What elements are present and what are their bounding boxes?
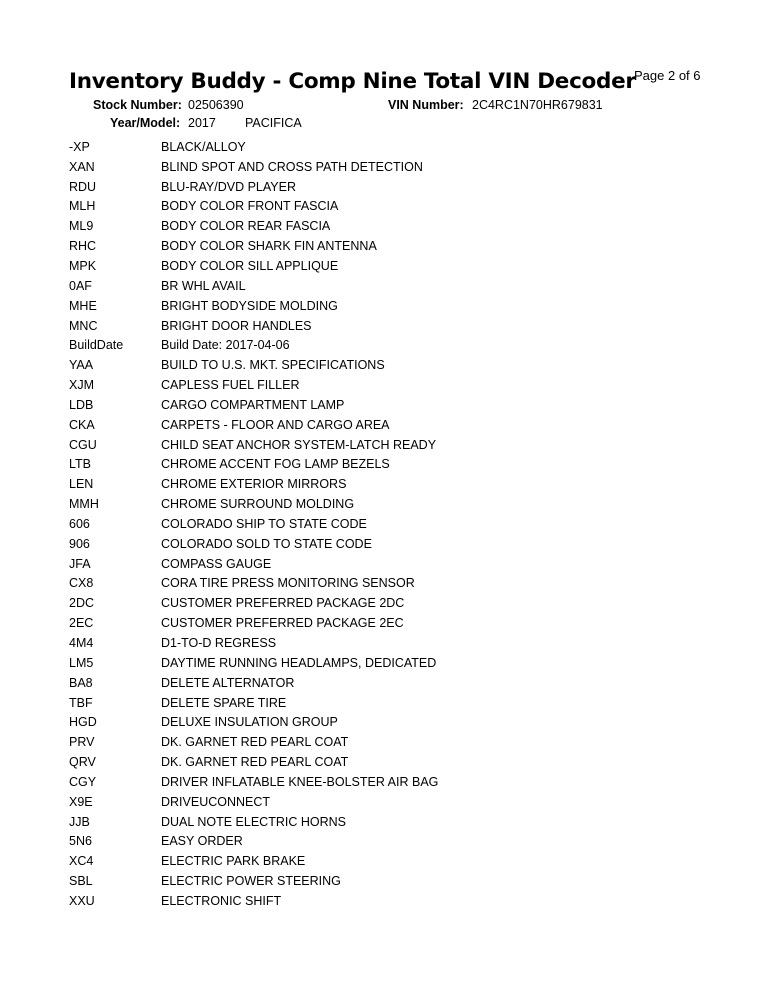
- option-code: X9E: [69, 794, 93, 809]
- option-row: [69, 355, 729, 375]
- option-code: CKA: [69, 417, 95, 432]
- option-description: DELETE SPARE TIRE: [161, 695, 287, 710]
- option-code: MPK: [69, 258, 97, 273]
- option-description: DELETE ALTERNATOR: [161, 675, 295, 690]
- option-code: XAN: [69, 159, 95, 174]
- option-description: CHROME ACCENT FOG LAMP BEZELS: [161, 457, 390, 472]
- option-row: [69, 494, 729, 514]
- option-row: [69, 335, 729, 355]
- option-code: MMH: [69, 497, 99, 512]
- option-description: COLORADO SHIP TO STATE CODE: [161, 516, 367, 531]
- model-value: PACIFICA: [245, 116, 302, 130]
- option-code-list: [69, 137, 729, 911]
- option-row: [69, 474, 729, 494]
- document-title: Inventory Buddy - Comp Nine Total VIN Decoder: [69, 69, 636, 94]
- option-description: BUILD TO U.S. MKT. SPECIFICATIONS: [161, 358, 385, 373]
- option-row: [69, 177, 729, 197]
- option-description: COMPASS GAUGE: [161, 556, 272, 571]
- option-description: CUSTOMER PREFERRED PACKAGE 2EC: [161, 616, 404, 631]
- year-value: 2017: [188, 116, 216, 130]
- option-description: BLACK/ALLOY: [161, 139, 246, 154]
- option-description: DRIVEUCONNECT: [161, 794, 271, 809]
- option-code: MLH: [69, 199, 96, 214]
- stock-number-value: 02506390: [188, 98, 244, 112]
- option-row: [69, 653, 729, 673]
- option-row: [69, 216, 729, 236]
- vin-number-label: VIN Number:: [388, 98, 464, 112]
- option-description: ELECTRONIC SHIFT: [161, 893, 282, 908]
- option-description: BLIND SPOT AND CROSS PATH DETECTION: [161, 159, 423, 174]
- option-description: DAYTIME RUNNING HEADLAMPS, DEDICATED: [161, 655, 437, 670]
- option-code: BA8: [69, 675, 93, 690]
- option-code: QRV: [69, 755, 96, 770]
- option-row: [69, 534, 729, 554]
- option-code: LM5: [69, 655, 94, 670]
- option-code: 2DC: [69, 596, 95, 611]
- option-row: [69, 871, 729, 891]
- option-row: [69, 296, 729, 316]
- option-row: [69, 732, 729, 752]
- option-code: 2EC: [69, 616, 94, 631]
- option-description: DK. GARNET RED PEARL COAT: [161, 755, 349, 770]
- option-row: [69, 395, 729, 415]
- option-code: -XP: [69, 139, 90, 154]
- option-description: DUAL NOTE ELECTRIC HORNS: [161, 814, 346, 829]
- option-code: PRV: [69, 735, 95, 750]
- option-code: CGY: [69, 774, 97, 789]
- option-row: [69, 554, 729, 574]
- option-description: DELUXE INSULATION GROUP: [161, 715, 338, 730]
- option-code: 5N6: [69, 834, 92, 849]
- stock-number-label: Stock Number:: [93, 98, 182, 112]
- option-code: BuildDate: [69, 338, 124, 353]
- option-code: XXU: [69, 893, 95, 908]
- option-row: [69, 812, 729, 832]
- option-row: [69, 514, 729, 534]
- option-row: [69, 256, 729, 276]
- option-description: BODY COLOR SHARK FIN ANTENNA: [161, 239, 377, 254]
- option-code: TBF: [69, 695, 93, 710]
- option-description: D1-TO-D REGRESS: [161, 636, 277, 651]
- option-description: BR WHL AVAIL: [161, 278, 246, 293]
- option-description: ELECTRIC PARK BRAKE: [161, 854, 306, 869]
- option-row: [69, 712, 729, 732]
- option-code: LEN: [69, 477, 94, 492]
- option-description: BODY COLOR SILL APPLIQUE: [161, 258, 339, 273]
- option-code: 4M4: [69, 636, 94, 651]
- option-description: DK. GARNET RED PEARL COAT: [161, 735, 349, 750]
- option-code: RHC: [69, 239, 97, 254]
- year-model-label: Year/Model:: [110, 116, 181, 130]
- option-description: CHROME SURROUND MOLDING: [161, 497, 355, 512]
- option-description: CARPETS - FLOOR AND CARGO AREA: [161, 417, 390, 432]
- option-row: [69, 435, 729, 455]
- option-code: CX8: [69, 576, 94, 591]
- option-code: ML9: [69, 219, 94, 234]
- option-code: MNC: [69, 318, 98, 333]
- option-row: [69, 792, 729, 812]
- option-code: JFA: [69, 556, 91, 571]
- option-row: [69, 157, 729, 177]
- option-row: [69, 236, 729, 256]
- option-description: CORA TIRE PRESS MONITORING SENSOR: [161, 576, 415, 591]
- option-row: [69, 633, 729, 653]
- option-description: BRIGHT DOOR HANDLES: [161, 318, 312, 333]
- option-row: [69, 613, 729, 633]
- option-description: CUSTOMER PREFERRED PACKAGE 2DC: [161, 596, 405, 611]
- option-code: XC4: [69, 854, 94, 869]
- option-code: HGD: [69, 715, 97, 730]
- option-description: DRIVER INFLATABLE KNEE-BOLSTER AIR BAG: [161, 774, 439, 789]
- option-code: LDB: [69, 397, 94, 412]
- option-row: [69, 772, 729, 792]
- option-description: CHILD SEAT ANCHOR SYSTEM-LATCH READY: [161, 437, 437, 452]
- option-description: BODY COLOR REAR FASCIA: [161, 219, 331, 234]
- option-code: LTB: [69, 457, 91, 472]
- option-row: [69, 415, 729, 435]
- option-row: [69, 851, 729, 871]
- option-row: [69, 593, 729, 613]
- option-code: RDU: [69, 179, 97, 194]
- vin-number-value: 2C4RC1N70HR679831: [472, 98, 603, 112]
- option-row: [69, 832, 729, 852]
- option-code: JJB: [69, 814, 90, 829]
- option-row: [69, 752, 729, 772]
- option-description: CARGO COMPARTMENT LAMP: [161, 397, 345, 412]
- option-code: CGU: [69, 437, 97, 452]
- option-description: COLORADO SOLD TO STATE CODE: [161, 536, 372, 551]
- option-code: MHE: [69, 298, 97, 313]
- option-code: YAA: [69, 358, 94, 373]
- option-row: [69, 891, 729, 911]
- option-row: [69, 137, 729, 157]
- option-row: [69, 316, 729, 336]
- option-row: [69, 693, 729, 713]
- option-description: CHROME EXTERIOR MIRRORS: [161, 477, 347, 492]
- option-row: [69, 276, 729, 296]
- option-description: ELECTRIC POWER STEERING: [161, 874, 341, 889]
- option-row: [69, 197, 729, 217]
- option-description: BLU-RAY/DVD PLAYER: [161, 179, 296, 194]
- option-description: BRIGHT BODYSIDE MOLDING: [161, 298, 338, 313]
- option-description: BODY COLOR FRONT FASCIA: [161, 199, 339, 214]
- option-code: 906: [69, 536, 90, 551]
- option-description: CAPLESS FUEL FILLER: [161, 378, 300, 393]
- page-number: Page 2 of 6: [634, 68, 701, 83]
- option-code: 606: [69, 516, 90, 531]
- option-code: XJM: [69, 378, 94, 393]
- option-description: Build Date: 2017-04-06: [161, 338, 290, 353]
- option-description: EASY ORDER: [161, 834, 243, 849]
- option-row: [69, 375, 729, 395]
- option-row: [69, 455, 729, 475]
- option-row: [69, 574, 729, 594]
- option-row: [69, 673, 729, 693]
- option-code: 0AF: [69, 278, 92, 293]
- option-code: SBL: [69, 874, 93, 889]
